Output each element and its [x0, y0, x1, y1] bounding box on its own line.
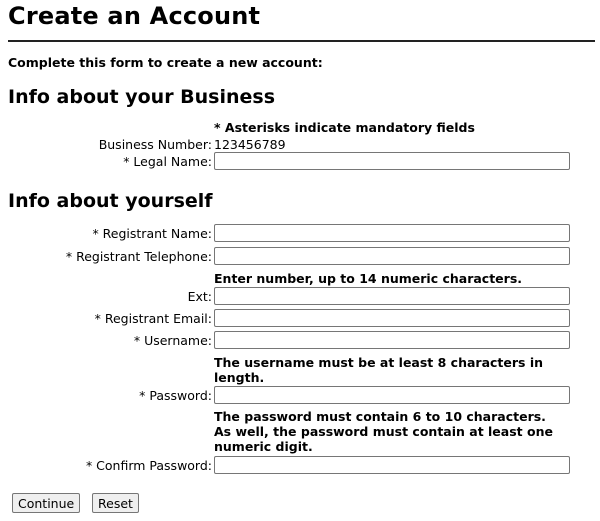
- confirm-password-row: [0, 455, 600, 477]
- telephone-hint: Enter number, up to 14 numeric characters.: [214, 271, 523, 286]
- registrant-telephone-row: [0, 246, 600, 268]
- password-hint-line-1: The password must contain 6 to 10 characters.: [214, 409, 546, 424]
- form-intro: Complete this form to create a new account:: [8, 55, 323, 70]
- legal-name-label: * Legal Name:: [123, 154, 212, 169]
- registrant-email-label: * Registrant Email:: [94, 311, 212, 326]
- title-divider: [8, 40, 595, 42]
- registrant-telephone-input[interactable]: [214, 247, 570, 265]
- confirm-password-input[interactable]: [214, 456, 570, 474]
- registrant-name-row: [0, 223, 600, 245]
- username-input[interactable]: [214, 331, 570, 349]
- password-input[interactable]: [214, 386, 570, 404]
- username-hint: The username must be at least 8 characters in length.: [214, 355, 544, 385]
- password-row: [0, 385, 600, 407]
- continue-button[interactable]: Continue: [12, 493, 80, 513]
- ext-label: Ext:: [187, 289, 212, 304]
- username-row: [0, 330, 600, 352]
- password-hint-line-2: As well, the password must contain at least one numeric digit.: [214, 424, 553, 454]
- legal-name-input[interactable]: [214, 152, 570, 170]
- registrant-email-row: [0, 308, 600, 330]
- page-title: Create an Account: [8, 2, 261, 30]
- yourself-section-heading: Info about yourself: [8, 190, 213, 212]
- mandatory-fields-note: * Asterisks indicate mandatory fields: [214, 120, 475, 135]
- reset-button[interactable]: Reset: [92, 493, 139, 513]
- password-label: * Password:: [139, 388, 212, 403]
- business-number-value: 123456789: [214, 137, 286, 152]
- confirm-password-label: * Confirm Password:: [85, 458, 212, 473]
- registrant-name-label: * Registrant Name:: [92, 226, 212, 241]
- legal-name-row: [0, 151, 600, 173]
- registrant-email-input[interactable]: [214, 309, 570, 327]
- password-hint: [214, 409, 564, 454]
- registrant-telephone-label: * Registrant Telephone:: [65, 249, 212, 264]
- ext-input[interactable]: [214, 287, 570, 305]
- username-label: * Username:: [133, 333, 212, 348]
- registrant-name-input[interactable]: [214, 224, 570, 242]
- business-number-label: Business Number:: [98, 137, 212, 152]
- business-section-heading: Info about your Business: [8, 86, 276, 108]
- ext-row: [0, 286, 600, 308]
